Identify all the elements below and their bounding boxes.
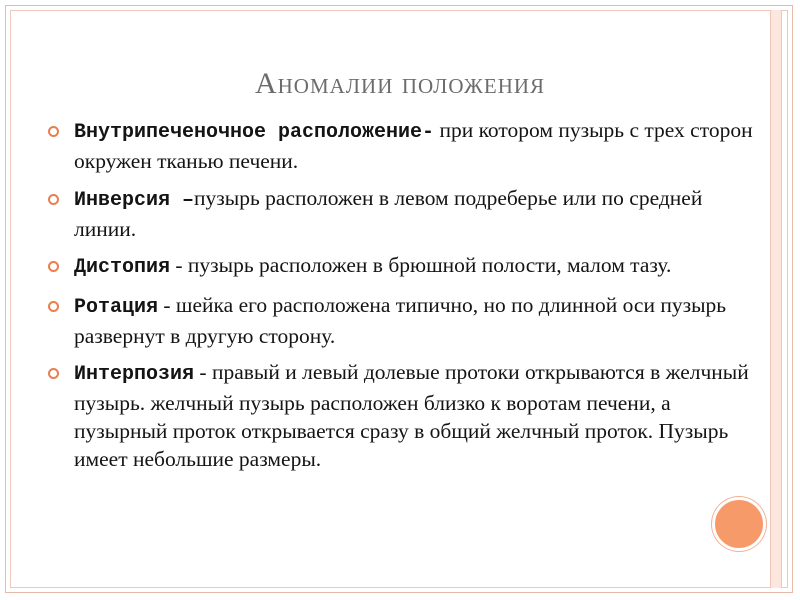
bullet-circle-icon	[48, 194, 59, 205]
bullet-term: Инверсия –	[74, 188, 195, 212]
bullet-item	[48, 291, 753, 350]
bullet-text: при котором пузырь с трех сторон окружен тканью печени.	[74, 118, 753, 173]
bullet-circle-icon	[48, 301, 59, 312]
bullet-term: Ротация	[74, 295, 159, 319]
bullet-circle-icon	[48, 126, 59, 137]
bullet-item	[48, 251, 753, 282]
bullet-circle-icon	[48, 261, 59, 272]
bullet-text: - правый и левый долевые протоки открываются в желчный пузырь. желчный пузырь расположен близко к воротам печени, а пузырный проток открывается сразу в общий желчный проток. Пузырь имеет небольшие размеры.	[74, 360, 749, 471]
bullet-item	[48, 116, 753, 175]
slide-title: Аномалии положения	[254, 67, 546, 100]
bullet-item	[48, 184, 753, 243]
bullet-circle-icon	[48, 368, 59, 379]
bullet-list	[48, 116, 753, 482]
bullet-text: - шейка его расположена типично, но по длинной оси пузырь развернут в другую сторону.	[74, 292, 727, 348]
bullet-text: - пузырь расположен в брюшной полости, малом тазу.	[170, 253, 672, 277]
decorative-circle	[712, 497, 766, 551]
bullet-text: пузырь расположен в левом подреберье или по средней линии.	[74, 185, 703, 241]
bullet-term: Дистопия	[74, 256, 171, 279]
bullet-term: Интерпозия	[74, 363, 195, 386]
bullet-term: Внутрипеченочное расположение-	[74, 121, 435, 144]
bullet-item	[48, 358, 753, 473]
